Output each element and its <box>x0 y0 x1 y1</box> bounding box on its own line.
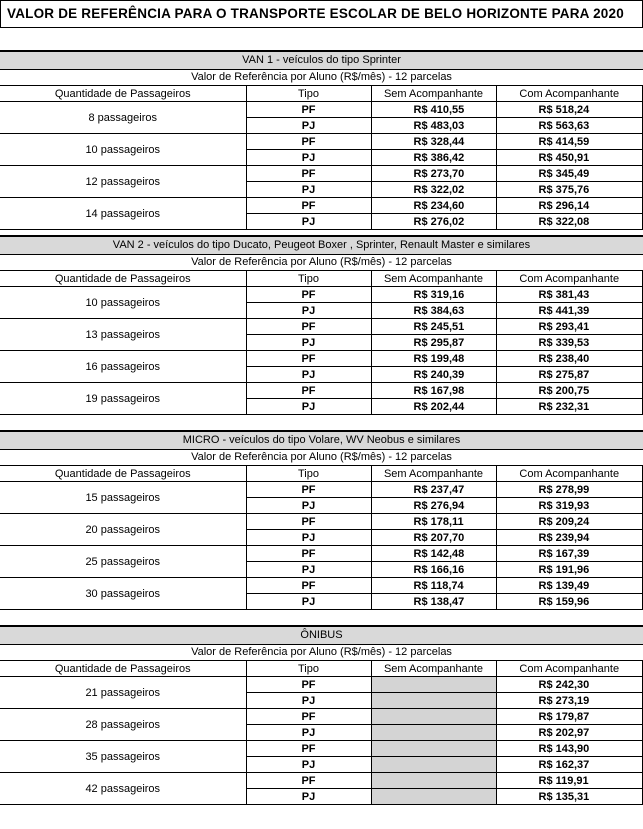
passenger-count-cell: 8 passageiros <box>0 102 246 134</box>
table-header-row <box>0 661 643 677</box>
sem-acompanhante-value: R$ 384,63 <box>371 303 496 319</box>
tipo-cell: PF <box>246 773 371 789</box>
tipo-cell: PF <box>246 709 371 725</box>
tipo-cell: PJ <box>246 594 371 610</box>
tipo-cell: PF <box>246 134 371 150</box>
section-title: VAN 2 - veículos do tipo Ducato, Peugeot Boxer , Sprinter, Renault Master e similares <box>0 235 643 255</box>
not-applicable-cell <box>371 789 496 805</box>
passenger-count-cell: 10 passageiros <box>0 134 246 166</box>
tipo-column-header: Tipo <box>246 271 371 287</box>
tipo-cell: PF <box>246 578 371 594</box>
tipo-cell: PF <box>246 166 371 182</box>
table-row <box>0 482 643 498</box>
price-table <box>0 86 643 230</box>
sem-acompanhante-column-header: Sem Acompanhante <box>371 661 496 677</box>
tipo-cell: PJ <box>246 150 371 166</box>
com-acompanhante-value: R$ 563,63 <box>496 118 643 134</box>
com-acompanhante-value: R$ 339,53 <box>496 335 643 351</box>
tipo-cell: PF <box>246 102 371 118</box>
tipo-cell: PJ <box>246 562 371 578</box>
com-acompanhante-value: R$ 159,96 <box>496 594 643 610</box>
section-micro <box>0 430 643 610</box>
com-acompanhante-value: R$ 273,19 <box>496 693 643 709</box>
table-row <box>0 319 643 335</box>
com-acompanhante-value: R$ 119,91 <box>496 773 643 789</box>
tipo-cell: PJ <box>246 757 371 773</box>
table-row <box>0 383 643 399</box>
sem-acompanhante-value: R$ 245,51 <box>371 319 496 335</box>
not-applicable-cell <box>371 677 496 693</box>
sem-acompanhante-value: R$ 202,44 <box>371 399 496 415</box>
passenger-count-cell: 12 passageiros <box>0 166 246 198</box>
com-acompanhante-value: R$ 167,39 <box>496 546 643 562</box>
sem-acompanhante-value: R$ 386,42 <box>371 150 496 166</box>
sem-acompanhante-value: R$ 167,98 <box>371 383 496 399</box>
com-acompanhante-value: R$ 143,90 <box>496 741 643 757</box>
tipo-cell: PJ <box>246 789 371 805</box>
tipo-cell: PJ <box>246 725 371 741</box>
tipo-cell: PJ <box>246 367 371 383</box>
sem-acompanhante-column-header: Sem Acompanhante <box>371 86 496 102</box>
passenger-count-cell: 20 passageiros <box>0 514 246 546</box>
not-applicable-cell <box>371 757 496 773</box>
tipo-cell: PF <box>246 546 371 562</box>
sem-acompanhante-value: R$ 410,55 <box>371 102 496 118</box>
com-acompanhante-value: R$ 296,14 <box>496 198 643 214</box>
page-title: VALOR DE REFERÊNCIA PARA O TRANSPORTE ESCOLAR DE BELO HORIZONTE PARA 2020 <box>0 0 643 28</box>
sem-acompanhante-value: R$ 118,74 <box>371 578 496 594</box>
section-subtitle: Valor de Referência por Aluno (R$/mês) - 12 parcelas <box>0 255 643 271</box>
passenger-count-cell: 25 passageiros <box>0 546 246 578</box>
passenger-count-cell: 21 passageiros <box>0 677 246 709</box>
com-acompanhante-value: R$ 381,43 <box>496 287 643 303</box>
qty-column-header: Quantidade de Passageiros <box>0 466 246 482</box>
com-acompanhante-value: R$ 278,99 <box>496 482 643 498</box>
tipo-cell: PJ <box>246 335 371 351</box>
passenger-count-cell: 10 passageiros <box>0 287 246 319</box>
com-acompanhante-column-header: Com Acompanhante <box>496 661 643 677</box>
tipo-column-header: Tipo <box>246 466 371 482</box>
sem-acompanhante-value: R$ 166,16 <box>371 562 496 578</box>
not-applicable-cell <box>371 693 496 709</box>
table-row <box>0 546 643 562</box>
sem-acompanhante-value: R$ 199,48 <box>371 351 496 367</box>
section-van1 <box>0 50 643 230</box>
com-acompanhante-value: R$ 239,94 <box>496 530 643 546</box>
qty-column-header: Quantidade de Passageiros <box>0 271 246 287</box>
com-acompanhante-value: R$ 414,59 <box>496 134 643 150</box>
not-applicable-cell <box>371 709 496 725</box>
com-acompanhante-value: R$ 375,76 <box>496 182 643 198</box>
tipo-cell: PF <box>246 677 371 693</box>
passenger-count-cell: 30 passageiros <box>0 578 246 610</box>
sem-acompanhante-value: R$ 328,44 <box>371 134 496 150</box>
com-acompanhante-value: R$ 191,96 <box>496 562 643 578</box>
passenger-count-cell: 16 passageiros <box>0 351 246 383</box>
sem-acompanhante-column-header: Sem Acompanhante <box>371 271 496 287</box>
tipo-cell: PJ <box>246 530 371 546</box>
com-acompanhante-value: R$ 200,75 <box>496 383 643 399</box>
passenger-count-cell: 42 passageiros <box>0 773 246 805</box>
tipo-cell: PF <box>246 741 371 757</box>
tipo-cell: PJ <box>246 182 371 198</box>
tipo-cell: PF <box>246 383 371 399</box>
section-title: VAN 1 - veículos do tipo Sprinter <box>0 50 643 70</box>
sem-acompanhante-value: R$ 319,16 <box>371 287 496 303</box>
not-applicable-cell <box>371 725 496 741</box>
com-acompanhante-value: R$ 139,49 <box>496 578 643 594</box>
table-row <box>0 287 643 303</box>
table-row <box>0 102 643 118</box>
com-acompanhante-value: R$ 319,93 <box>496 498 643 514</box>
sem-acompanhante-value: R$ 483,03 <box>371 118 496 134</box>
passenger-count-cell: 19 passageiros <box>0 383 246 415</box>
com-acompanhante-column-header: Com Acompanhante <box>496 271 643 287</box>
section-onibus <box>0 625 643 805</box>
com-acompanhante-value: R$ 450,91 <box>496 150 643 166</box>
tipo-cell: PJ <box>246 399 371 415</box>
com-acompanhante-value: R$ 242,30 <box>496 677 643 693</box>
passenger-count-cell: 14 passageiros <box>0 198 246 230</box>
table-row <box>0 741 643 757</box>
com-acompanhante-value: R$ 238,40 <box>496 351 643 367</box>
passenger-count-cell: 35 passageiros <box>0 741 246 773</box>
price-table <box>0 271 643 415</box>
com-acompanhante-value: R$ 441,39 <box>496 303 643 319</box>
com-acompanhante-value: R$ 135,31 <box>496 789 643 805</box>
table-row <box>0 198 643 214</box>
com-acompanhante-value: R$ 293,41 <box>496 319 643 335</box>
com-acompanhante-value: R$ 162,37 <box>496 757 643 773</box>
sem-acompanhante-value: R$ 138,47 <box>371 594 496 610</box>
sem-acompanhante-value: R$ 273,70 <box>371 166 496 182</box>
tipo-column-header: Tipo <box>246 86 371 102</box>
sem-acompanhante-value: R$ 207,70 <box>371 530 496 546</box>
section-title: ÔNIBUS <box>0 625 643 645</box>
com-acompanhante-value: R$ 179,87 <box>496 709 643 725</box>
com-acompanhante-value: R$ 232,31 <box>496 399 643 415</box>
tipo-cell: PF <box>246 319 371 335</box>
table-row <box>0 677 643 693</box>
passenger-count-cell: 28 passageiros <box>0 709 246 741</box>
sem-acompanhante-value: R$ 178,11 <box>371 514 496 530</box>
table-row <box>0 709 643 725</box>
tipo-cell: PJ <box>246 303 371 319</box>
section-subtitle: Valor de Referência por Aluno (R$/mês) - 12 parcelas <box>0 70 643 86</box>
table-header-row <box>0 466 643 482</box>
sem-acompanhante-value: R$ 234,60 <box>371 198 496 214</box>
sem-acompanhante-column-header: Sem Acompanhante <box>371 466 496 482</box>
table-row <box>0 351 643 367</box>
section-subtitle: Valor de Referência por Aluno (R$/mês) - 12 parcelas <box>0 645 643 661</box>
tipo-cell: PJ <box>246 118 371 134</box>
price-table <box>0 661 643 805</box>
tipo-cell: PF <box>246 287 371 303</box>
table-header-row <box>0 271 643 287</box>
sem-acompanhante-value: R$ 240,39 <box>371 367 496 383</box>
com-acompanhante-value: R$ 202,97 <box>496 725 643 741</box>
sem-acompanhante-value: R$ 322,02 <box>371 182 496 198</box>
com-acompanhante-column-header: Com Acompanhante <box>496 86 643 102</box>
tipo-cell: PF <box>246 482 371 498</box>
table-row <box>0 578 643 594</box>
tipo-cell: PJ <box>246 693 371 709</box>
com-acompanhante-column-header: Com Acompanhante <box>496 466 643 482</box>
table-row <box>0 514 643 530</box>
com-acompanhante-value: R$ 322,08 <box>496 214 643 230</box>
sem-acompanhante-value: R$ 237,47 <box>371 482 496 498</box>
com-acompanhante-value: R$ 209,24 <box>496 514 643 530</box>
com-acompanhante-value: R$ 518,24 <box>496 102 643 118</box>
table-row <box>0 773 643 789</box>
sem-acompanhante-value: R$ 142,48 <box>371 546 496 562</box>
passenger-count-cell: 13 passageiros <box>0 319 246 351</box>
section-subtitle: Valor de Referência por Aluno (R$/mês) - 12 parcelas <box>0 450 643 466</box>
not-applicable-cell <box>371 741 496 757</box>
sem-acompanhante-value: R$ 276,02 <box>371 214 496 230</box>
not-applicable-cell <box>371 773 496 789</box>
tipo-cell: PF <box>246 198 371 214</box>
qty-column-header: Quantidade de Passageiros <box>0 86 246 102</box>
qty-column-header: Quantidade de Passageiros <box>0 661 246 677</box>
section-van2 <box>0 235 643 415</box>
tipo-cell: PF <box>246 351 371 367</box>
tipo-column-header: Tipo <box>246 661 371 677</box>
com-acompanhante-value: R$ 345,49 <box>496 166 643 182</box>
tipo-cell: PJ <box>246 214 371 230</box>
sem-acompanhante-value: R$ 295,87 <box>371 335 496 351</box>
table-header-row <box>0 86 643 102</box>
tipo-cell: PJ <box>246 498 371 514</box>
com-acompanhante-value: R$ 275,87 <box>496 367 643 383</box>
table-row <box>0 134 643 150</box>
tipo-cell: PF <box>246 514 371 530</box>
passenger-count-cell: 15 passageiros <box>0 482 246 514</box>
sem-acompanhante-value: R$ 276,94 <box>371 498 496 514</box>
table-row <box>0 166 643 182</box>
price-table <box>0 466 643 610</box>
section-title: MICRO - veículos do tipo Volare, WV Neobus e similares <box>0 430 643 450</box>
